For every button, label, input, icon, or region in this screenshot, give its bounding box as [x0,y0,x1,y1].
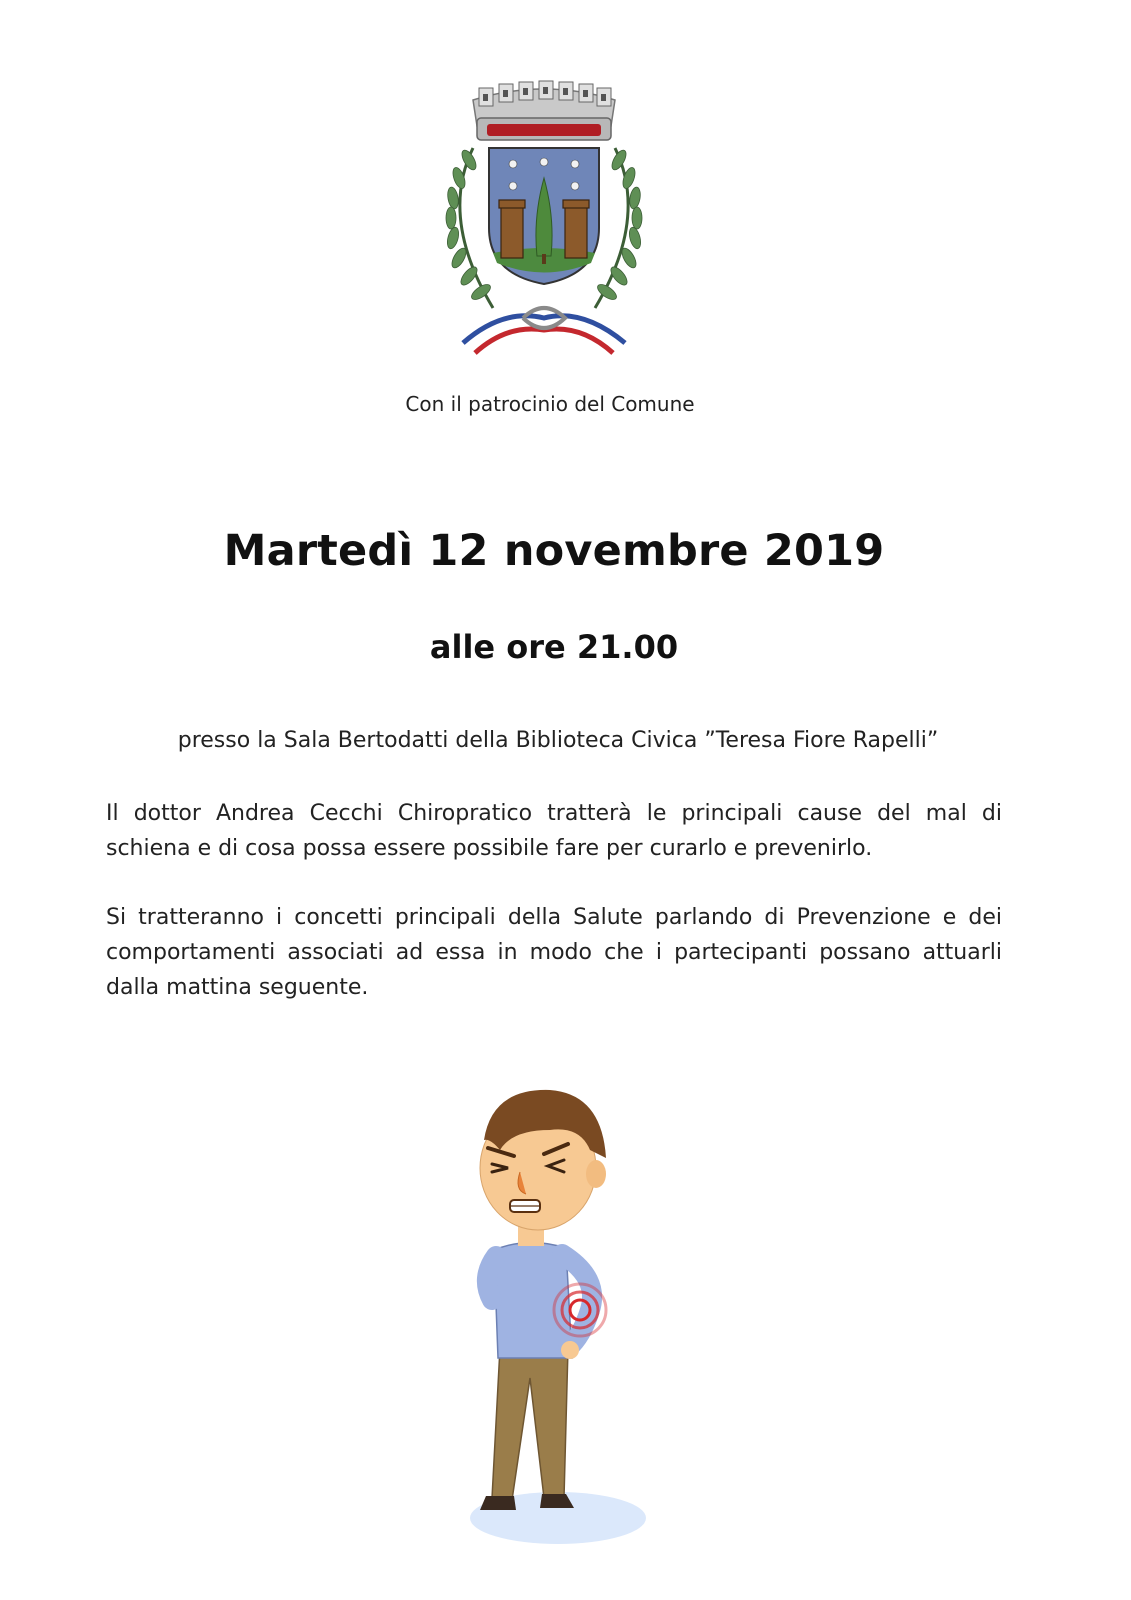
event-time-heading: alle ore 21.00 [429,628,679,666]
patronage-text: Con il patrocinio del Comune [405,392,695,416]
event-date-heading: Martedì 12 novembre 2019 [223,526,885,576]
description-paragraph-1: Il dottor Andrea Cecchi Chiropratico tratterà le principali cause del mal di schiena e di cosa possa essere possibile fare per curarlo e prevenirlo. [106,801,1002,861]
back-pain-man-illustration [440,1078,670,1548]
municipal-crest-icon [433,78,655,370]
event-venue: presso la Sala Bertodatti della Biblioteca Civica ”Teresa Fiore Rapelli” [177,728,939,753]
description-paragraph-2: Si tratteranno i concetti principali della Salute parlando di Prevenzione e dei comportamenti associati ad essa in modo che i partecipanti possano attuarli dalla mattina seguente. [106,905,1002,1000]
crown-icon [473,81,615,140]
shield-icon [489,148,599,284]
tricolor-ribbon-icon [463,308,625,353]
